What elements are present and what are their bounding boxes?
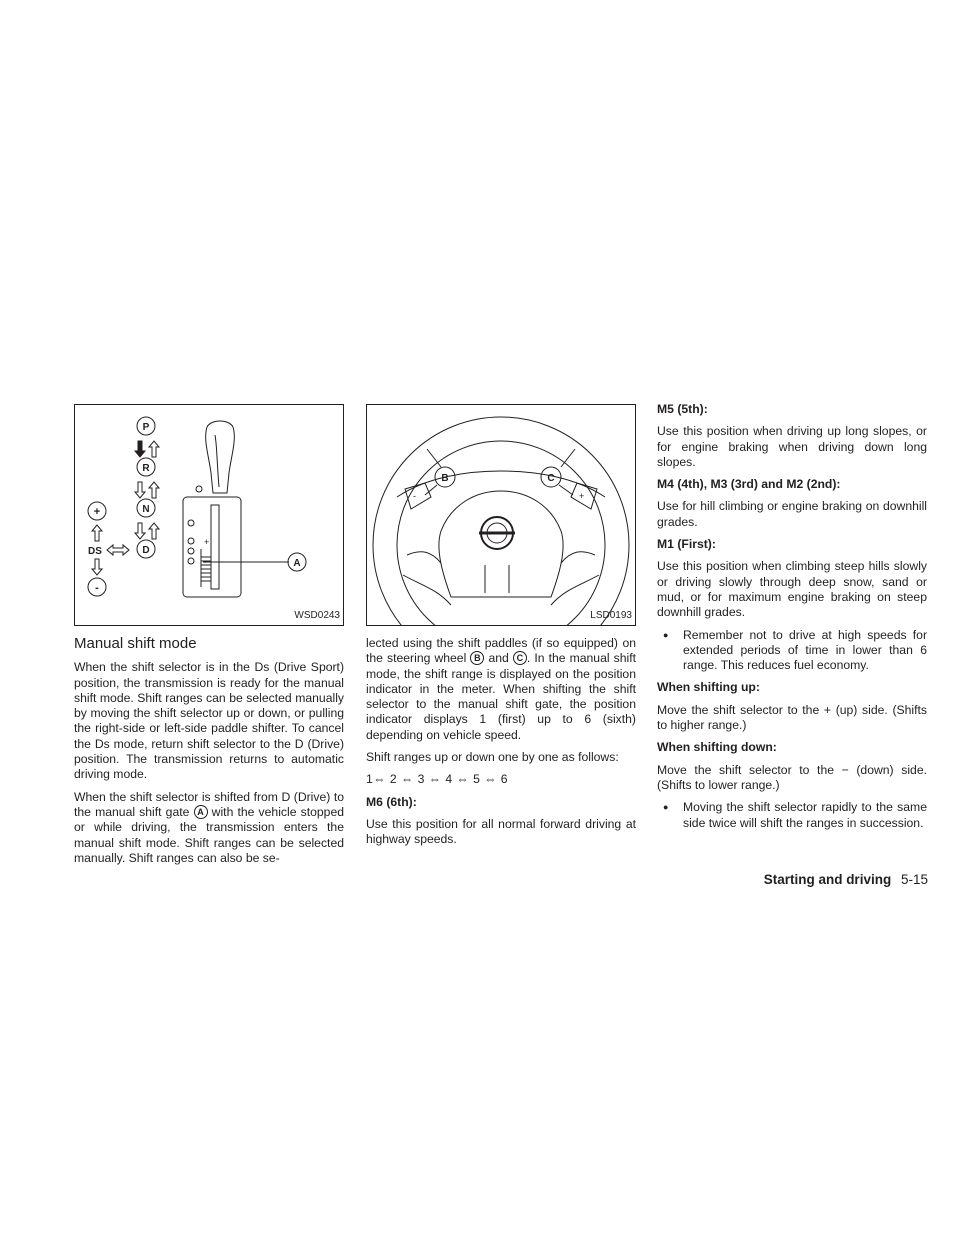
figure-code: WSD0243 [294, 609, 340, 621]
bullet-list [657, 800, 927, 831]
bullet-item: ● Moving the shift selector rapidly to the same side twice will shift the ranges in succession. [657, 800, 927, 831]
paddle-minus: - [413, 491, 416, 501]
paragraph: Shift ranges up or down one by one as follows: [366, 750, 619, 765]
label-A: A [293, 558, 301, 569]
paragraph: Move the shift selector to the + (up) side. (Shifts to higher range.) [657, 702, 927, 733]
figure-code: LSD0193 [590, 609, 632, 621]
arrow-up-icon [149, 441, 159, 457]
gate-minus: - [204, 557, 207, 567]
paragraph: When the shift selector is shifted from D (Drive) to the manual shift gate A with the vehicle stopped or while driving, the transmission enters the manual shift mode. Shift ranges can be selected manually. Shift ranges can also be se- [74, 789, 344, 865]
paragraph: When the shift selector is in the Ds (Drive Sport) position, the transmission is ready for the manual shift mode. Shift ranges can be selected manually by moving the shift selector up or down, or pulling the right-side or left-side paddle shifter. To cancel the Ds mode, return shift selector to the D (Drive) position. The transmission returns to automatic driving mode. [74, 660, 344, 782]
column-left [74, 404, 344, 873]
callout-a: A [194, 805, 208, 819]
label-P: P [142, 422, 150, 433]
steering-wheel-rim [373, 417, 629, 625]
callout-b: B [470, 651, 484, 665]
bullet-item: ● Remember not to drive at high speeds for extended periods of time in lower than 6 range. This reduces fuel economy. [657, 628, 927, 674]
double-arrow-icon [107, 545, 129, 555]
label-C: C [547, 473, 555, 484]
column-right [657, 402, 927, 838]
label-minus: - [95, 582, 99, 594]
column-middle [366, 404, 636, 855]
subheading-m6: M6 (6th): [366, 794, 417, 809]
paragraph: Use for hill climbing or engine braking on downhill grades. [657, 499, 927, 529]
paddle-plus: + [579, 491, 585, 501]
paragraph: Use this position for all normal forward driving at highway speeds. [366, 816, 636, 847]
steering-wheel-figure [366, 404, 636, 626]
footer-section-title: Starting and driving [763, 872, 892, 887]
paragraph: Move the shift selector to the − (down) side. (Shifts to lower range.) [657, 762, 927, 792]
arrow-down-icon [92, 559, 102, 575]
label-ds: DS [88, 546, 102, 557]
label-N: N [142, 504, 150, 515]
shift-knob [206, 421, 235, 497]
paragraph: Use this position when driving up long slopes, or for engine braking when driving down long slopes. [657, 424, 927, 469]
shift-selector-diagram [75, 405, 343, 625]
subheading-m4: M4 (4th), M3 (3rd) and M2 (2nd): [657, 477, 841, 492]
steering-wheel-hub [403, 491, 599, 605]
shift-gate-plate [183, 486, 241, 597]
subheading-m5: M5 (5th): [657, 402, 708, 416]
paragraph: Use this position when climbing steep hills slowly or driving slowly through deep snow, sand or mud, or for maximum engine braking on steep downhill grades. [657, 559, 927, 620]
subheading-shift-up: When shifting up: [657, 680, 760, 695]
subheading-shift-down: When shifting down: [657, 740, 777, 755]
pointer-line-c [559, 485, 573, 495]
bullet-list [657, 628, 927, 674]
callout-c: C [513, 651, 527, 665]
shift-sequence: 1⇔ 2 ⇔ 3 ⇔ 4 ⇔ 5 ⇔ 6 [366, 772, 509, 787]
arrow-up-icon [149, 523, 159, 539]
paragraph: lected using the shift paddles (if so equipped) on the steering wheel B and C . In the manual shift mode, the shift range is displayed on the position indicator in the meter. When shifting the shift selector to the manual shift gate, the position indicator displays 1 (first) up to 6 (sixth) depending on vehicle speed. [366, 636, 636, 742]
arrow-up-icon [92, 525, 102, 541]
arrow-down-icon [135, 482, 145, 498]
label-plus: + [93, 506, 101, 518]
label-R: R [142, 463, 150, 474]
page-footer [764, 872, 928, 887]
label-D: D [142, 545, 150, 556]
section-heading: Manual shift mode [74, 635, 197, 652]
arrow-down-icon [135, 441, 145, 457]
arrow-down-icon [135, 523, 145, 539]
steering-wheel-diagram [367, 405, 635, 625]
subheading-m1: M1 (First): [657, 537, 716, 552]
label-B: B [441, 473, 449, 484]
page-number: 5-15 [900, 872, 928, 887]
arrow-up-icon [149, 482, 159, 498]
gate-plus: + [204, 537, 210, 547]
shift-selector-figure [74, 404, 344, 626]
